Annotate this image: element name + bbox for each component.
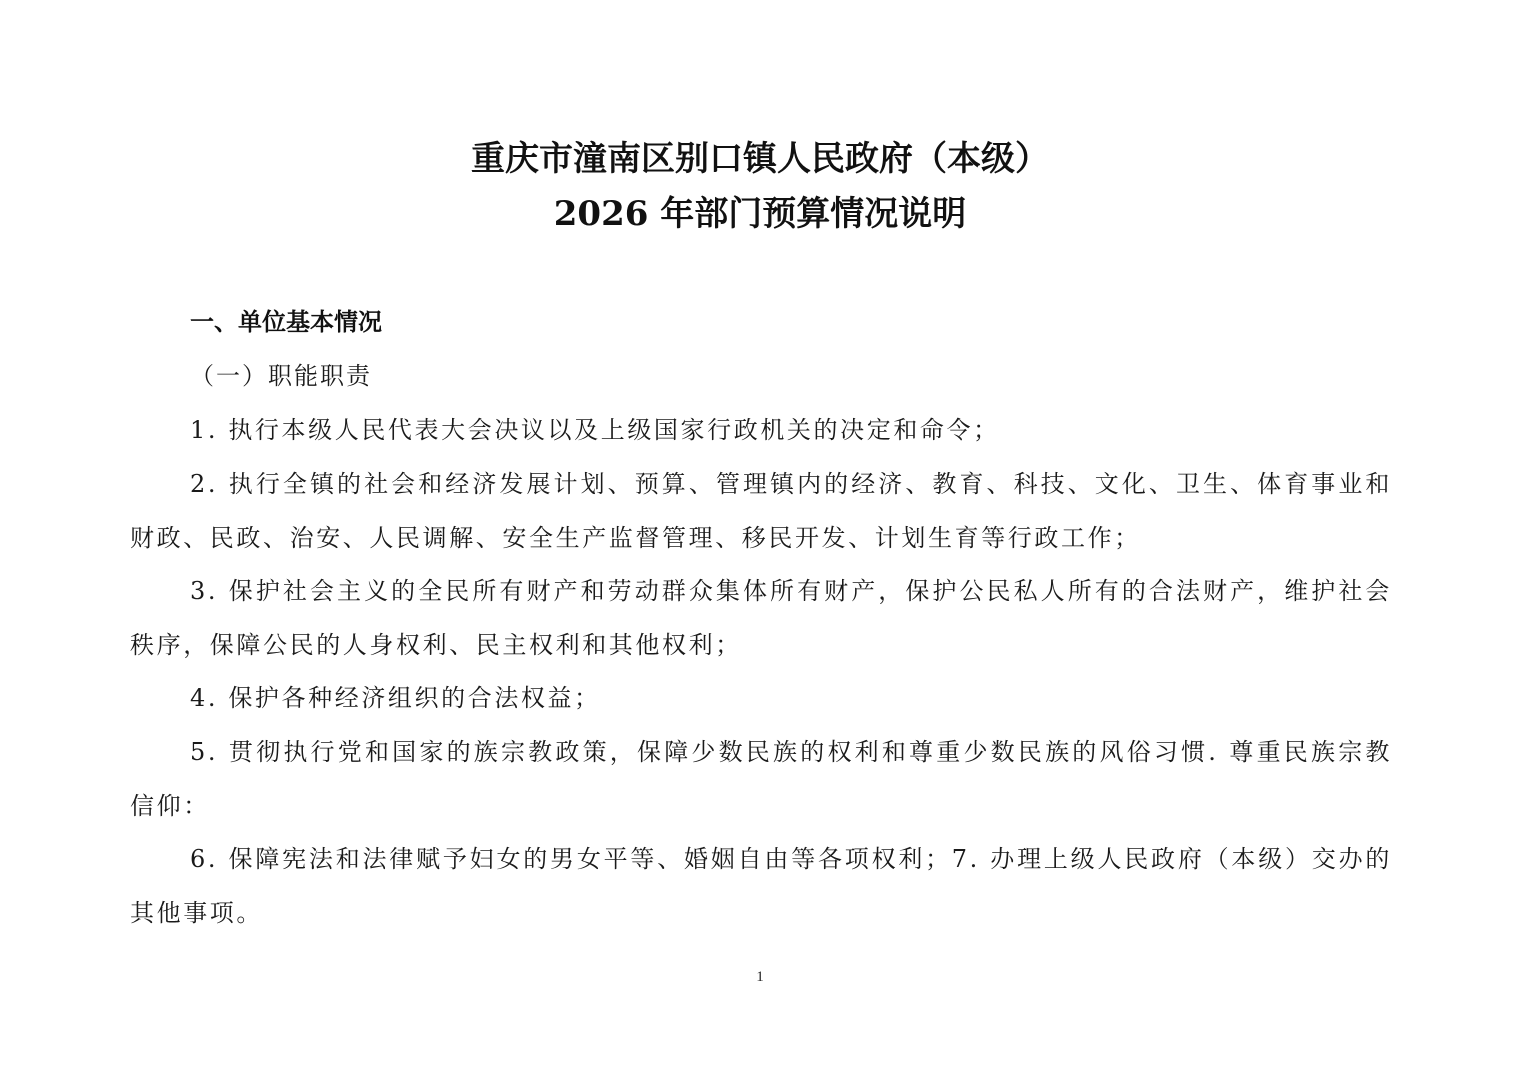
paragraph-2: 2. 执行全镇的社会和经济发展计划、预算、管理镇内的经济、教育、科技、文化、卫生、体育事业和财政、民政、治安、人民调解、安全生产监督管理、移民开发、计划生育等行政工作； [130, 470, 1392, 552]
page-number: 1 [756, 969, 764, 985]
paragraph-5: 5. 贯彻执行党和国家的族宗教政策，保障少数民族的权利和尊重少数民族的风俗习惯. 尊重民族宗教信仰： [130, 738, 1392, 820]
document-title-line-2: 2026 年部门预算情况说明 [553, 194, 967, 234]
paragraph-6: 6. 保障宪法和法律赋予妇女的男女平等、婚姻自由等各项权利；7. 办理上级人民政府（本级）交办的其他事项。 [130, 845, 1392, 927]
sub-heading: （一）职能职责 [190, 362, 372, 390]
document-title-line-1: 重庆市潼南区别口镇人民政府（本级） [471, 139, 1049, 179]
paragraph-1: 1. 执行本级人民代表大会决议以及上级国家行政机关的决定和命令； [190, 416, 1000, 444]
section-heading: 一、单位基本情况 [190, 308, 382, 336]
paragraph-3: 3. 保护社会主义的全民所有财产和劳动群众集体所有财产，保护公民私人所有的合法财产，维护社会秩序，保障公民的人身权利、民主权利和其他权利； [130, 577, 1392, 659]
paragraph-4: 4. 保护各种经济组织的合法权益； [190, 684, 601, 712]
